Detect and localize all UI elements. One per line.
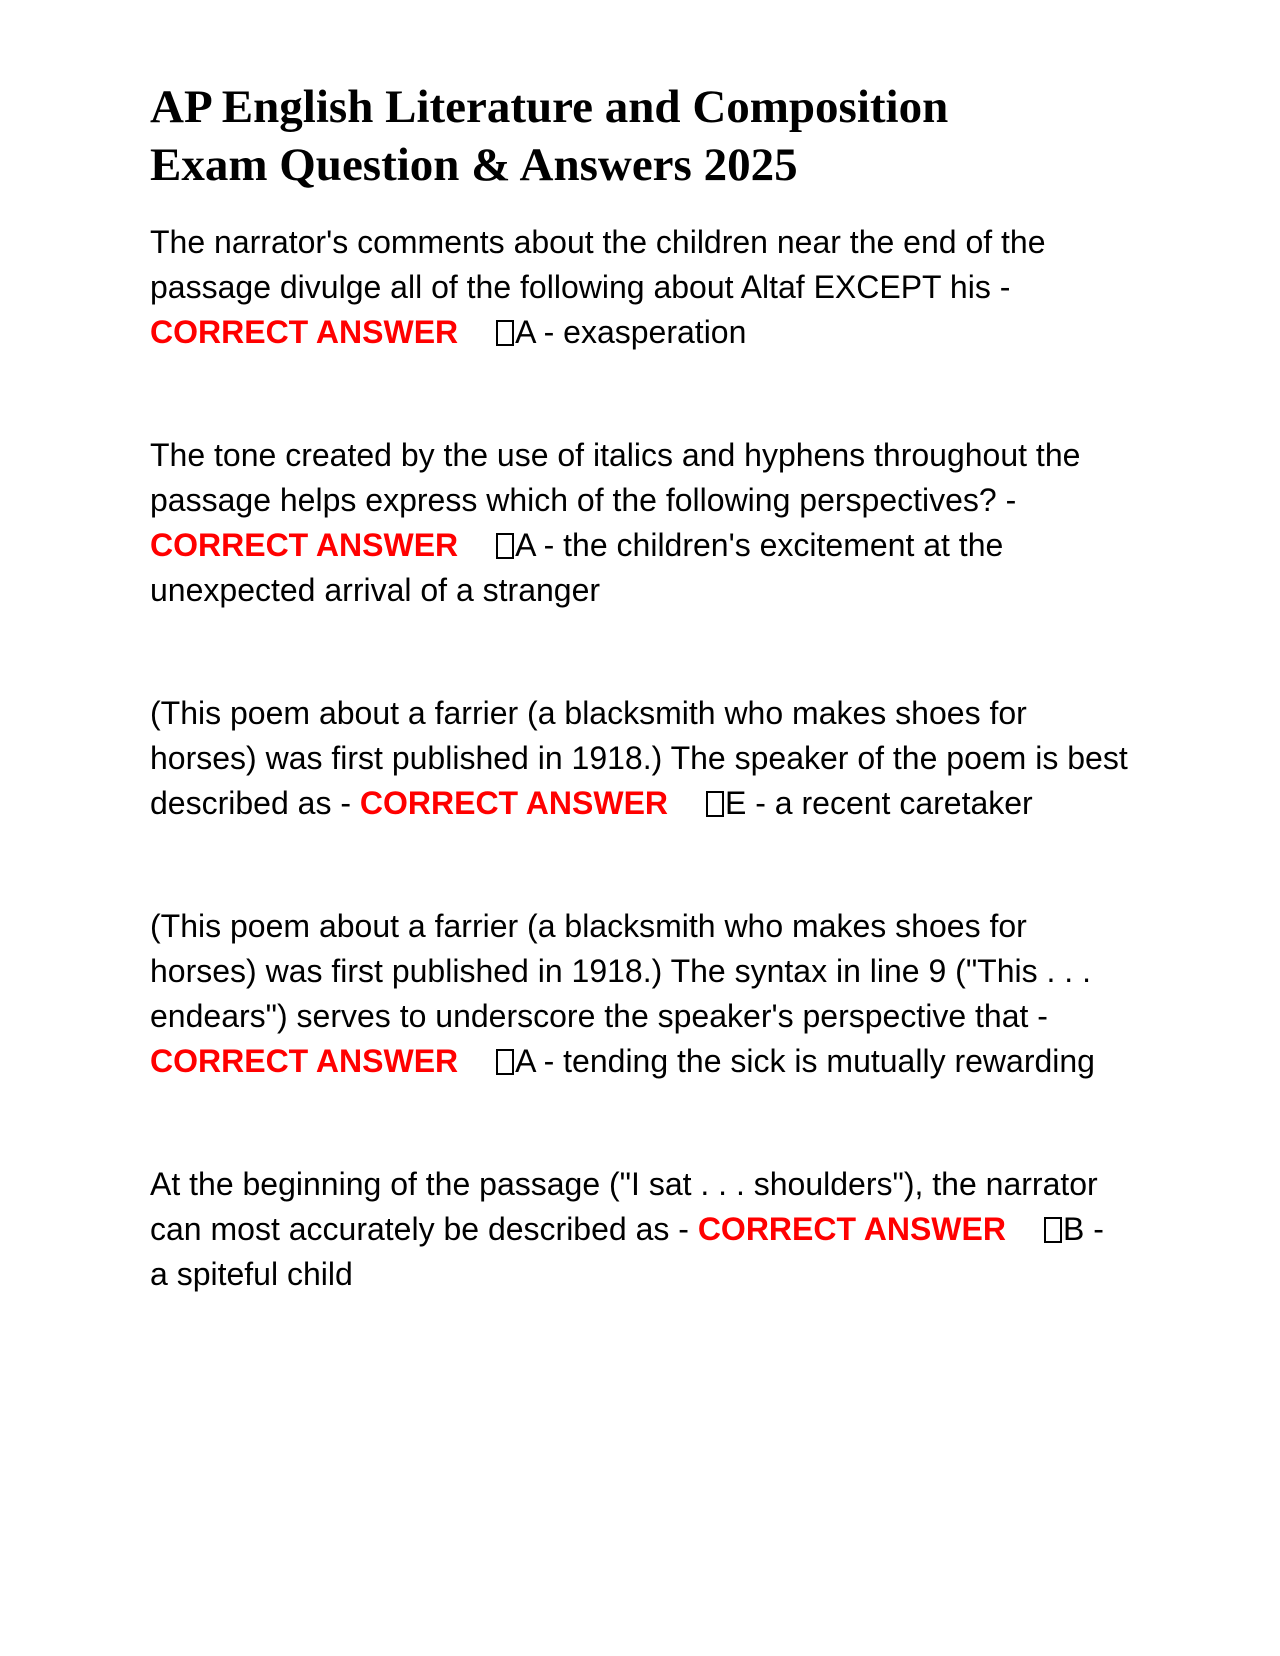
question-text: (This poem about a farrier (a blacksmith who makes shoes for horses) was first published in 1918.) The speaker of the poem is best described as - <box>150 695 1128 821</box>
answer-text: E - a recent caretaker <box>725 785 1033 821</box>
question-text: At the beginning of the passage ("I sat . . . shoulders"), the narrator can most accurately be described as - <box>150 1166 1098 1247</box>
correct-answer-label: CORRECT ANSWER <box>150 1043 459 1079</box>
document-page <box>150 78 1130 1375</box>
correct-answer-label: CORRECT ANSWER <box>359 785 669 821</box>
question-text: (This poem about a farrier (a blacksmith who makes shoes for horses) was first published in 1918.) The syntax in line 9 ("This . . . endears") serves to underscore the speaker's perspective that - <box>150 908 1091 1034</box>
answer-text: A - the children's excitement at the unexpected arrival of a stranger <box>150 527 1004 608</box>
missing-glyph-icon <box>496 533 514 559</box>
qa-item-2 <box>150 433 1130 613</box>
qa-item-4 <box>150 904 1130 1084</box>
answer-text: A - tending the sick is mutually rewarding <box>515 1043 1095 1079</box>
missing-glyph-icon <box>706 791 724 817</box>
correct-answer-label: CORRECT ANSWER <box>150 314 459 350</box>
qa-item-3 <box>150 691 1130 826</box>
correct-answer-label: CORRECT ANSWER <box>697 1211 1006 1247</box>
question-text: The narrator's comments about the children near the end of the passage divulge all of the following about Altaf EXCEPT his - <box>150 224 1046 305</box>
missing-glyph-icon <box>496 1049 514 1075</box>
correct-answer-label: CORRECT ANSWER <box>150 527 459 563</box>
answer-text: B - a spiteful child <box>150 1211 1104 1292</box>
missing-glyph-icon <box>1044 1217 1062 1243</box>
title-line-1: AP English Literature and Composition <box>150 81 949 133</box>
missing-glyph-icon <box>496 320 514 346</box>
qa-item-5 <box>150 1162 1130 1297</box>
question-text: The tone created by the use of italics and hyphens throughout the passage helps express which of the following perspectives? - <box>150 437 1081 518</box>
title-line-2: Exam Question & Answers 2025 <box>150 139 798 191</box>
answer-text: A - exasperation <box>515 314 747 350</box>
document-title <box>150 78 1130 194</box>
qa-item-1 <box>150 220 1130 355</box>
